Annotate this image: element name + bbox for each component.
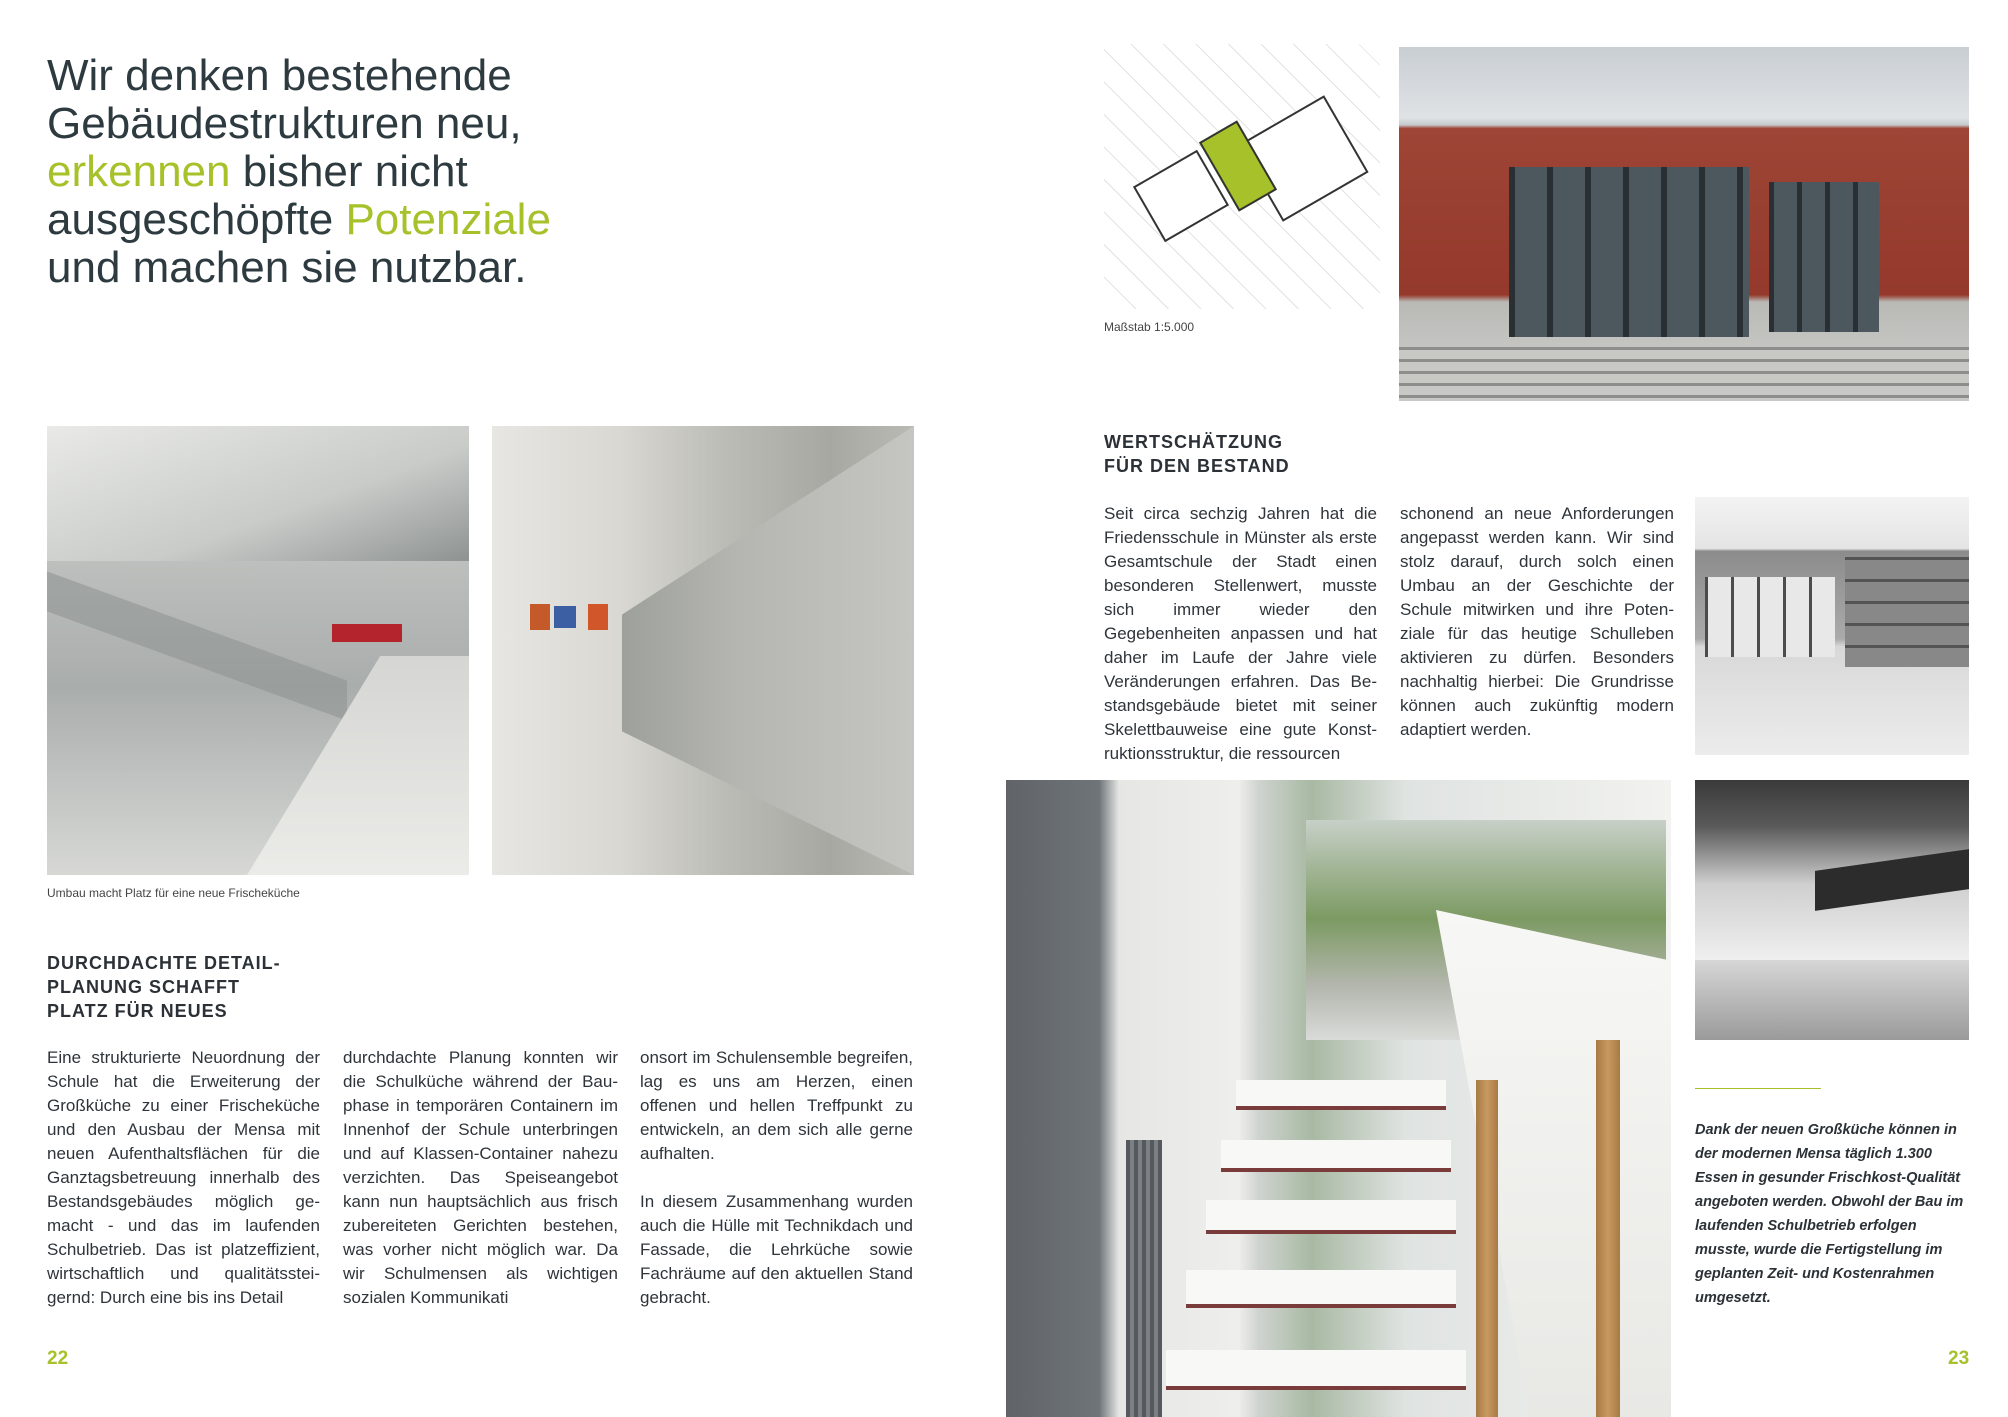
historic-facade-panels (1845, 557, 1969, 667)
section-title-line: FÜR DEN BESTAND (1104, 456, 1290, 476)
headline-line-4-start: ausgeschöpfte (47, 195, 346, 244)
body-column-1: Eine strukturierte Neuordnung der Schule hat die Erweiterung der Großküche zu einer Frischeküche und den Ausbau der Mensa mit neuen Aufenthaltsflächen für die Ganztagsbetreuung innerhalb des Bestandsgebäudes möglich gemacht - und das im laufenden Schulbetrieb. Das ist platzeffizient, wirtschaftlich und qualitätssteigernd: Durch eine bis ins Detail (47, 1048, 320, 1307)
kitchen-counter (47, 571, 347, 720)
pull-quote: Dank der neuen Großküche können in der modernen Mensa täglich 1.300 Essen in gesunder Frischkost-Qualität angeboten werden. Obwohl der Bau im laufenden Schulbetrieb erfolgen musste, wurde die Fertigstellung im geplanten Zeit- und Kostenrahmen umgesetzt. (1695, 1122, 1964, 1306)
section-title-left (47, 951, 387, 1023)
corridor-artwork (530, 604, 550, 630)
corridor-artwork (554, 606, 576, 628)
headline-line-5: und machen sie nutzbar. (47, 243, 527, 292)
section-title-right (1104, 430, 1444, 478)
mensa-table (1206, 1200, 1456, 1234)
mensa-radiator (1126, 1140, 1162, 1417)
historic-mensa-gallery (1815, 849, 1969, 911)
corridor-artwork (588, 604, 608, 630)
headline-line-4 (47, 196, 667, 244)
facade-glazing (1509, 167, 1749, 337)
mensa-table (1186, 1270, 1456, 1308)
page-number-left: 22 (47, 1348, 69, 1369)
school-facade-photo (1399, 47, 1969, 401)
corridor-photo (492, 426, 914, 875)
map-scale-caption: Maßstab 1:5.000 (1104, 320, 1195, 334)
headline (47, 52, 667, 292)
section-title-line: DURCHDACHTE DETAIL- (47, 953, 281, 973)
quote-divider (1695, 1088, 1821, 1089)
mensa-wood-column (1596, 1040, 1620, 1417)
headline-line-2: Gebäudestrukturen neu, (47, 99, 522, 148)
section-title-line: PLATZ FÜR NEUES (47, 1001, 228, 1021)
historic-mensa-photo (1695, 780, 1969, 1040)
headline-line-3 (47, 148, 667, 196)
mensa-table (1221, 1140, 1451, 1172)
facade-glazing (1769, 182, 1879, 332)
body-column-3b: In diesem Zusammenhang wurden auch die Hülle mit Technikdach und Fassade, die Lehrküche sowie Fachräume auf den aktuellen Stand gebracht. (640, 1192, 913, 1307)
mensa-gallery (1436, 910, 1671, 1417)
body-column-3a: onsort im Schulensemble begreifen, lag es uns am Herzen, einen offenen und hellen Treffpunkt zu entwickeln, an dem sich alle gerne aufhalten. (640, 1048, 913, 1163)
kitchen-caption: Umbau macht Platz für eine neue Frischeküche (47, 886, 300, 900)
mensa-interior-photo (1006, 780, 1671, 1417)
kitchen-ceiling (47, 426, 469, 561)
facade-steps (1399, 347, 1969, 401)
historic-windows (1705, 577, 1835, 657)
mensa-wood-column (1476, 1080, 1498, 1417)
corridor-wall (622, 426, 914, 875)
mensa-table (1236, 1080, 1446, 1110)
headline-highlight-potenziale: Potenziale (345, 195, 551, 244)
body-column-2: durchdachte Planung konnten wir die Schulküche während der Bauphase in temporären Containern im Innenhof der Schule unterbringen und auf Klassen-Container nahezu verzichten. Das Speiseangebot kann nun hauptsächlich aus frisch zubereiteten Gerichten bestehen, was vorher nicht möglich war. Da wir Schulmensen als wichtigen sozialen Kommunikati (343, 1048, 618, 1307)
mensa-table (1166, 1350, 1466, 1390)
section-title-line: PLANUNG SCHAFFT (47, 977, 240, 997)
headline-highlight-erkennen: erkennen (47, 147, 231, 196)
page-number-right: 23 (1948, 1348, 1970, 1369)
kitchen-red-bench (332, 624, 402, 642)
body-column-4: Seit circa sechzig Jahren hat die Friedensschule in Münster als erste Gesamtschule der Stadt einen besonderen Stellenwert, musste sich immer wieder den Gegebenheiten anpassen und hat daher im Laufe der Jahre viele Veränderungen erfahren. Das Bestandsgebäude bietet mit seiner Skelettbauweise eine gute Konstruktionsstruktur, die ressourcen (1104, 504, 1377, 763)
headline-line-1: Wir denken bestehende (47, 51, 512, 100)
site-plan-map (1104, 44, 1380, 309)
historic-building-photo (1695, 497, 1969, 755)
kitchen-photo (47, 426, 469, 875)
section-title-line: WERTSCHÄTZUNG (1104, 432, 1283, 452)
historic-mensa-floor (1695, 960, 1969, 1040)
headline-line-3-rest: bisher nicht (230, 147, 468, 196)
body-column-5: schonend an neue Anforderungen angepasst werden kann. Wir sind stolz darauf, durch solch einen Umbau an der Geschichte der Schule mitwirken und ihre Potenziale für das heutige Schulleben aktivieren zu dürfen. Besonders nachhaltig hierbei: Die Grundrisse können auch zukünftig modern adaptiert werden. (1400, 504, 1674, 739)
